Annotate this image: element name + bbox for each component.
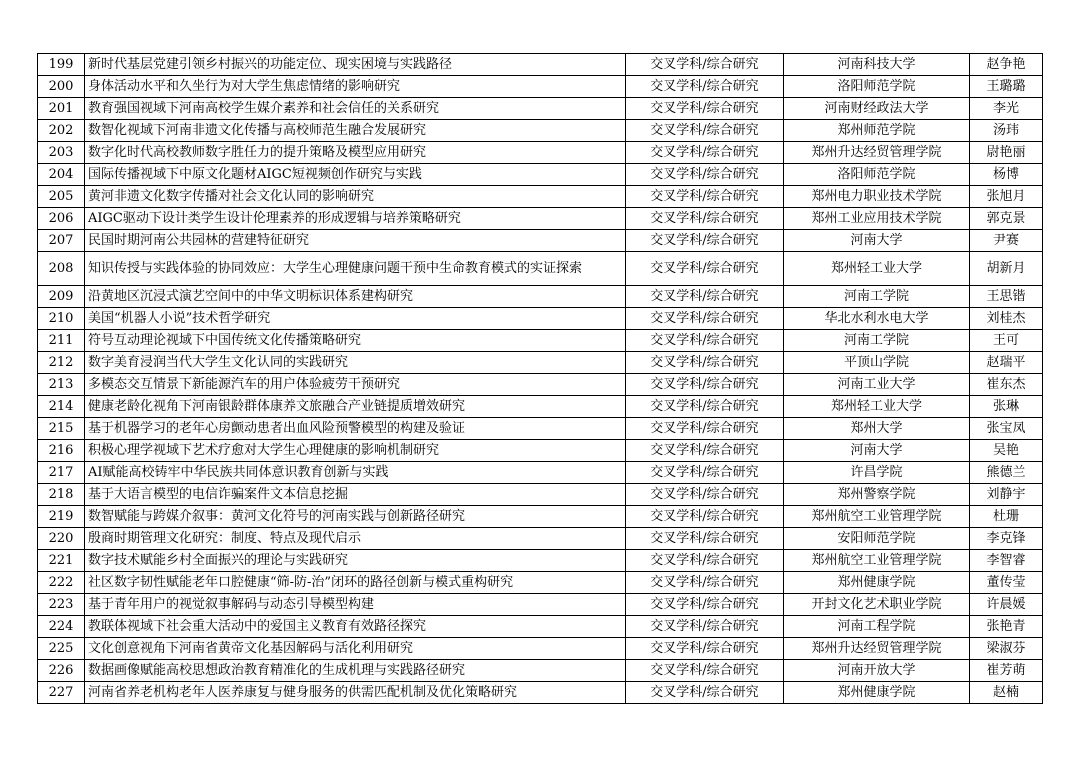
project-category: 交叉学科/综合研究: [626, 142, 784, 164]
institution-name: 河南工学院: [784, 330, 970, 352]
project-title: AIGC驱动下设计类学生设计伦理素养的形成逻辑与培养策略研究: [85, 208, 626, 230]
table-row: [38, 164, 1043, 186]
project-title: 数字化时代高校教师数字胜任力的提升策略及模型应用研究: [85, 142, 626, 164]
project-category: 交叉学科/综合研究: [626, 252, 784, 286]
project-title: 符号互动理论视域下中国传统文化传播策略研究: [85, 330, 626, 352]
table-row: [38, 252, 1043, 286]
row-number: 221: [38, 550, 85, 572]
project-title: 知识传授与实践体验的协同效应：大学生心理健康问题干预中生命教育模式的实证探索: [85, 252, 626, 286]
project-title: 数字美育浸润当代大学生文化认同的实践研究: [85, 352, 626, 374]
project-title: 新时代基层党建引领乡村振兴的功能定位、现实困境与实践路径: [85, 54, 626, 76]
person-name: 王可: [970, 330, 1043, 352]
table-row: [38, 352, 1043, 374]
row-number: 199: [38, 54, 85, 76]
row-number: 207: [38, 230, 85, 252]
row-number: 215: [38, 418, 85, 440]
row-number: 201: [38, 98, 85, 120]
project-title: 民国时期河南公共园林的营建特征研究: [85, 230, 626, 252]
project-title: 国际传播视域下中原文化题材AIGC短视频创作研究与实践: [85, 164, 626, 186]
institution-name: 郑州航空工业管理学院: [784, 506, 970, 528]
project-category: 交叉学科/综合研究: [626, 98, 784, 120]
person-name: 赵瑞平: [970, 352, 1043, 374]
institution-name: 郑州师范学院: [784, 120, 970, 142]
table-row: [38, 440, 1043, 462]
institution-name: 郑州大学: [784, 418, 970, 440]
project-list-table: [37, 53, 1043, 704]
project-title: 健康老龄化视角下河南银龄群体康养文旅融合产业链提质增效研究: [85, 396, 626, 418]
project-category: 交叉学科/综合研究: [626, 528, 784, 550]
project-category: 交叉学科/综合研究: [626, 682, 784, 704]
person-name: 杜珊: [970, 506, 1043, 528]
row-number: 224: [38, 616, 85, 638]
table-row: [38, 308, 1043, 330]
project-title: 教育强国视域下河南高校学生媒介素养和社会信任的关系研究: [85, 98, 626, 120]
row-number: 216: [38, 440, 85, 462]
person-name: 汤玮: [970, 120, 1043, 142]
table-row: [38, 330, 1043, 352]
project-title: 黄河非遗文化数字传播对社会文化认同的影响研究: [85, 186, 626, 208]
institution-name: 郑州健康学院: [784, 572, 970, 594]
project-title: 数字技术赋能乡村全面振兴的理论与实践研究: [85, 550, 626, 572]
project-list-body: [38, 54, 1043, 704]
person-name: 胡新月: [970, 252, 1043, 286]
row-number: 217: [38, 462, 85, 484]
institution-name: 郑州工业应用技术学院: [784, 208, 970, 230]
project-title: 基于青年用户的视觉叙事解码与动态引导模型构建: [85, 594, 626, 616]
person-name: 李克锋: [970, 528, 1043, 550]
table-row: [38, 528, 1043, 550]
person-name: 梁淑芬: [970, 638, 1043, 660]
table-row: [38, 660, 1043, 682]
project-title: 沿黄地区沉浸式演艺空间中的中华文明标识体系建构研究: [85, 286, 626, 308]
row-number: 209: [38, 286, 85, 308]
person-name: 许晨媛: [970, 594, 1043, 616]
project-category: 交叉学科/综合研究: [626, 164, 784, 186]
row-number: 223: [38, 594, 85, 616]
person-name: 张艳青: [970, 616, 1043, 638]
institution-name: 河南科技大学: [784, 54, 970, 76]
person-name: 崔芳萌: [970, 660, 1043, 682]
institution-name: 河南工学院: [784, 286, 970, 308]
institution-name: 郑州警察学院: [784, 484, 970, 506]
table-row: [38, 550, 1043, 572]
project-category: 交叉学科/综合研究: [626, 462, 784, 484]
table-row: [38, 572, 1043, 594]
person-name: 李智睿: [970, 550, 1043, 572]
person-name: 刘静宇: [970, 484, 1043, 506]
row-number: 222: [38, 572, 85, 594]
person-name: 王璐璐: [970, 76, 1043, 98]
institution-name: 河南大学: [784, 440, 970, 462]
project-category: 交叉学科/综合研究: [626, 286, 784, 308]
institution-name: 华北水利水电大学: [784, 308, 970, 330]
project-category: 交叉学科/综合研究: [626, 352, 784, 374]
institution-name: 郑州航空工业管理学院: [784, 550, 970, 572]
table-row: [38, 98, 1043, 120]
project-title: 文化创意视角下河南省黄帝文化基因解码与活化利用研究: [85, 638, 626, 660]
person-name: 崔东杰: [970, 374, 1043, 396]
project-category: 交叉学科/综合研究: [626, 594, 784, 616]
person-name: 吴艳: [970, 440, 1043, 462]
row-number: 208: [38, 252, 85, 286]
person-name: 杨博: [970, 164, 1043, 186]
project-title: 身体活动水平和久坐行为对大学生焦虑情绪的影响研究: [85, 76, 626, 98]
table-row: [38, 682, 1043, 704]
project-category: 交叉学科/综合研究: [626, 572, 784, 594]
project-title: AI赋能高校铸牢中华民族共同体意识教育创新与实践: [85, 462, 626, 484]
project-category: 交叉学科/综合研究: [626, 550, 784, 572]
institution-name: 郑州电力职业技术学院: [784, 186, 970, 208]
table-row: [38, 418, 1043, 440]
row-number: 225: [38, 638, 85, 660]
project-title: 美国“机器人小说”技术哲学研究: [85, 308, 626, 330]
institution-name: 河南大学: [784, 230, 970, 252]
table-row: [38, 230, 1043, 252]
table-row: [38, 186, 1043, 208]
person-name: 李光: [970, 98, 1043, 120]
project-title: 社区数字韧性赋能老年口腔健康“筛-防-治”闭环的路径创新与模式重构研究: [85, 572, 626, 594]
row-number: 205: [38, 186, 85, 208]
table-row: [38, 54, 1043, 76]
person-name: 赵楠: [970, 682, 1043, 704]
project-category: 交叉学科/综合研究: [626, 418, 784, 440]
project-category: 交叉学科/综合研究: [626, 230, 784, 252]
project-category: 交叉学科/综合研究: [626, 208, 784, 230]
table-row: [38, 396, 1043, 418]
project-category: 交叉学科/综合研究: [626, 186, 784, 208]
project-category: 交叉学科/综合研究: [626, 54, 784, 76]
institution-name: 洛阳师范学院: [784, 164, 970, 186]
person-name: 刘桂杰: [970, 308, 1043, 330]
table-row: [38, 208, 1043, 230]
table-row: [38, 374, 1043, 396]
project-title: 数智赋能与跨媒介叙事：黄河文化符号的河南实践与创新路径研究: [85, 506, 626, 528]
institution-name: 洛阳师范学院: [784, 76, 970, 98]
person-name: 郭克景: [970, 208, 1043, 230]
table-row: [38, 484, 1043, 506]
institution-name: 郑州轻工业大学: [784, 396, 970, 418]
institution-name: 郑州健康学院: [784, 682, 970, 704]
table-row: [38, 594, 1043, 616]
project-category: 交叉学科/综合研究: [626, 120, 784, 142]
person-name: 赵争艳: [970, 54, 1043, 76]
project-title: 积极心理学视域下艺术疗愈对大学生心理健康的影响机制研究: [85, 440, 626, 462]
person-name: 张琳: [970, 396, 1043, 418]
institution-name: 平顶山学院: [784, 352, 970, 374]
institution-name: 河南工业大学: [784, 374, 970, 396]
person-name: 张宝凤: [970, 418, 1043, 440]
institution-name: 郑州轻工业大学: [784, 252, 970, 286]
row-number: 206: [38, 208, 85, 230]
row-number: 202: [38, 120, 85, 142]
row-number: 218: [38, 484, 85, 506]
institution-name: 河南开放大学: [784, 660, 970, 682]
project-title: 数据画像赋能高校思想政治教育精准化的生成机理与实践路径研究: [85, 660, 626, 682]
project-title: 多模态交互情景下新能源汽车的用户体验疲劳干预研究: [85, 374, 626, 396]
table-row: [38, 638, 1043, 660]
project-category: 交叉学科/综合研究: [626, 484, 784, 506]
project-title: 基于机器学习的老年心房颤动患者出血风险预警模型的构建及验证: [85, 418, 626, 440]
table-row: [38, 616, 1043, 638]
project-category: 交叉学科/综合研究: [626, 374, 784, 396]
institution-name: 河南工程学院: [784, 616, 970, 638]
project-title: 数智化视域下河南非遗文化传播与高校师范生融合发展研究: [85, 120, 626, 142]
person-name: 张旭月: [970, 186, 1043, 208]
project-category: 交叉学科/综合研究: [626, 396, 784, 418]
row-number: 213: [38, 374, 85, 396]
row-number: 200: [38, 76, 85, 98]
project-category: 交叉学科/综合研究: [626, 616, 784, 638]
person-name: 董传莹: [970, 572, 1043, 594]
person-name: 王思锴: [970, 286, 1043, 308]
row-number: 211: [38, 330, 85, 352]
row-number: 227: [38, 682, 85, 704]
institution-name: 开封文化艺术职业学院: [784, 594, 970, 616]
project-title: 基于大语言模型的电信诈骗案件文本信息挖掘: [85, 484, 626, 506]
person-name: 熊德兰: [970, 462, 1043, 484]
project-category: 交叉学科/综合研究: [626, 440, 784, 462]
table-row: [38, 506, 1043, 528]
project-category: 交叉学科/综合研究: [626, 308, 784, 330]
row-number: 203: [38, 142, 85, 164]
institution-name: 安阳师范学院: [784, 528, 970, 550]
project-category: 交叉学科/综合研究: [626, 76, 784, 98]
row-number: 226: [38, 660, 85, 682]
row-number: 214: [38, 396, 85, 418]
row-number: 210: [38, 308, 85, 330]
table-row: [38, 76, 1043, 98]
table-row: [38, 142, 1043, 164]
project-title: 殷商时期管理文化研究：制度、特点及现代启示: [85, 528, 626, 550]
institution-name: 许昌学院: [784, 462, 970, 484]
table-row: [38, 462, 1043, 484]
row-number: 219: [38, 506, 85, 528]
table-row: [38, 286, 1043, 308]
project-title: 河南省养老机构老年人医养康复与健身服务的供需匹配机制及优化策略研究: [85, 682, 626, 704]
institution-name: 郑州升达经贸管理学院: [784, 142, 970, 164]
person-name: 尉艳丽: [970, 142, 1043, 164]
project-category: 交叉学科/综合研究: [626, 638, 784, 660]
row-number: 220: [38, 528, 85, 550]
project-category: 交叉学科/综合研究: [626, 660, 784, 682]
table-row: [38, 120, 1043, 142]
row-number: 204: [38, 164, 85, 186]
row-number: 212: [38, 352, 85, 374]
person-name: 尹赛: [970, 230, 1043, 252]
project-category: 交叉学科/综合研究: [626, 330, 784, 352]
institution-name: 郑州升达经贸管理学院: [784, 638, 970, 660]
project-category: 交叉学科/综合研究: [626, 506, 784, 528]
institution-name: 河南财经政法大学: [784, 98, 970, 120]
project-title: 教联体视域下社会重大活动中的爱国主义教育有效路径探究: [85, 616, 626, 638]
